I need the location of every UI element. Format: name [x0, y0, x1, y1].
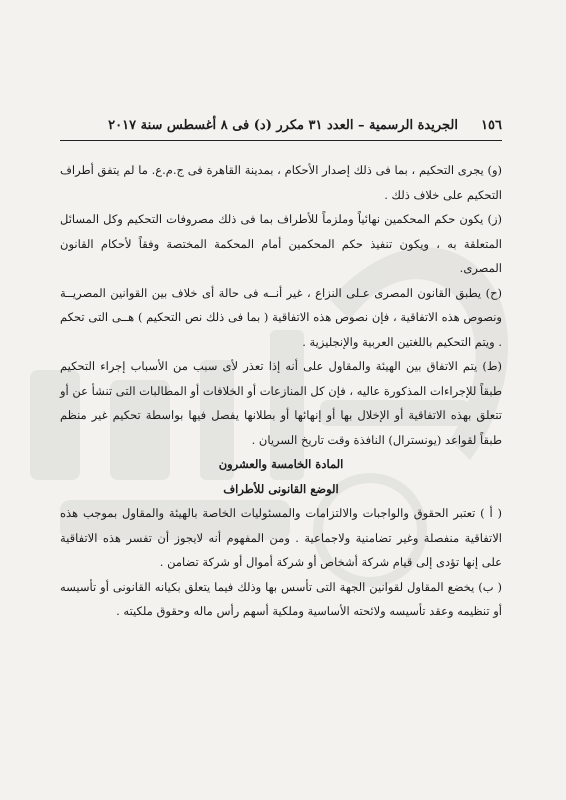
header-title: الجريدة الرسمية – العدد ٣١ مكرر (د) فى ٨ أغسطس سنة ٢٠١٧ — [108, 118, 458, 133]
clause-w: (و) يجرى التحكيم ، بما فى ذلك إصدار الأحكام ، بمدينة القاهرة فى ج.م.ع. ما لم يتفق أطراف التحكيم على خلاف ذلك . — [60, 163, 502, 202]
header-rule — [60, 140, 502, 141]
clause-h: (ح) يطبق القانون المصرى عـلى النزاع ، غير أنــه فى حالة أى خلاف بين القوانين المصريــة ونصوص هذه الاتفاقية ، فإن نصوص هذه الاتفاقية ( بما فى ذلك نص التحكيم ) هــى التى تحكم . ويتم التحكيم باللغتين العربية والإنجليزية . — [60, 285, 502, 349]
page-body — [60, 158, 502, 624]
article-title-heading: الوضع القانونى للأطراف — [223, 481, 339, 496]
article-number-heading: المادة الخامسة والعشرون — [218, 457, 344, 471]
page-number: ١٥٦ — [481, 118, 502, 133]
page-header — [60, 118, 502, 133]
clause-b: ( ب) يخضع المقاول لقوانين الجهة التى تأسس بها وذلك فيما يتعلق بكيانه القانونى أو تأسيسه أو تنظيمه وعقد تأسيسه ولائحته الأساسية وملكية أسهم رأس ماله وحقوق ملكيته . — [60, 579, 502, 618]
clause-a: ( أ ) تعتبر الحقوق والواجبات والالتزامات والمسئوليات الخاصة بالهيئة والمقاول بموجب هذه الاتفاقية منفصلة وغير تضامنية ولاجماعية . ومن المفهوم أنه لايجوز أن تفسر هذه الاتفاقية على إنها تؤدى إلى قيام شركة أشخاص أو شركة أموال أو شركة تضامن . — [60, 506, 502, 569]
clause-z: (ز) يكون حكم المحكمين نهائياً وملزماً للأطراف بما فى ذلك مصروفات التحكيم وكل المسائل المتعلقة به ، ويكون تنفيذ حكم المحكمين أمام المحكمة المختصة وفقاً لأحكام القانون المصرى. — [60, 212, 502, 275]
clause-t: (ط) يتم الاتفاق بين الهيئة والمقاول على أنه إذا تعذر لأى سبب من الأسباب إجراء التحكيم طبقاً للإجراءات المذكورة عاليه ، فإن كل المنازعات أو الخلافات أو المطالبات التى تنشأ عن أو تتعلق بهذه الاتفاقية أو الإخلال بها أو إنهائها أو بطلانها يفصل فيها بواسطة تحكيم غير منظم طبقاً لقواعد (يونسترال) النافذة وقت تاريخ السريان . — [60, 359, 502, 447]
